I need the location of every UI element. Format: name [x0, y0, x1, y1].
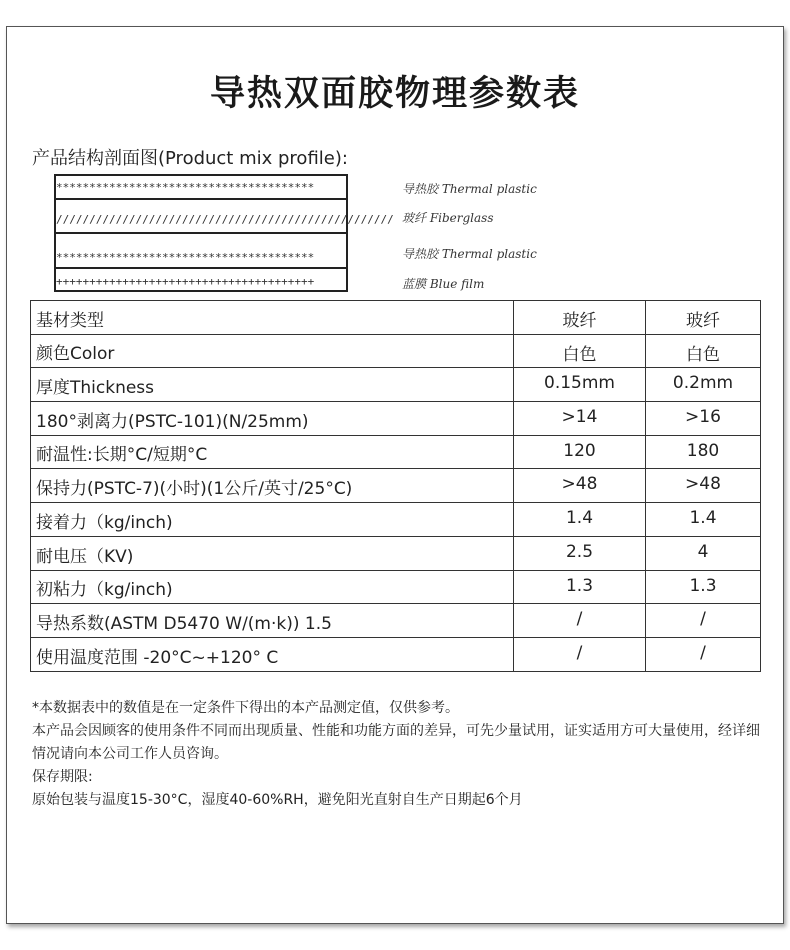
layer-divider	[56, 198, 346, 200]
table-row	[31, 503, 761, 537]
value-cell: /	[514, 637, 646, 671]
table-row	[31, 637, 761, 671]
disclaimer-note: *本数据表中的数值是在一定条件下得出的本产品测定值，仅供参考。	[32, 700, 459, 716]
value-cell: >16	[646, 402, 761, 436]
page-title: 导热双面胶物理参数表	[209, 74, 580, 114]
row-label: 接着力（kg/inch)	[31, 503, 514, 537]
layer-label-fiberglass: 玻纤 Fiberglass	[402, 211, 494, 225]
table-row	[31, 402, 761, 436]
parameter-table	[30, 300, 761, 672]
value-cell: 1.4	[646, 503, 761, 537]
table-row	[31, 469, 761, 503]
value-cell: 1.3	[514, 570, 646, 604]
row-label: 耐温性:长期°C/短期°C	[31, 435, 514, 469]
table-row	[31, 570, 761, 604]
table-row	[31, 536, 761, 570]
row-label: 基材类型	[31, 301, 514, 335]
value-cell: 0.2mm	[646, 368, 761, 402]
layer-thermal-plastic-top: ***************************************	[56, 181, 315, 194]
storage-heading: 保存期限:	[32, 769, 93, 785]
table-row	[31, 604, 761, 638]
table-row	[31, 301, 761, 335]
value-cell: 120	[514, 435, 646, 469]
layer-divider	[56, 267, 346, 269]
layer-label-thermal-plastic-bottom: 导热胶 Thermal plastic	[402, 247, 537, 261]
value-cell: >48	[646, 469, 761, 503]
layer-thermal-plastic-bottom: ***************************************	[56, 251, 315, 264]
row-label: 使用温度范围 -20°C~+120° C	[31, 637, 514, 671]
usage-note: 本产品会因顾客的使用条件不同而出现质量、性能和功能方面的差异，可先少量试用，证实适用方可大量使用，经详细情况请向本公司工作人员咨询。	[32, 723, 760, 762]
layer-label-thermal-plastic-top: 导热胶 Thermal plastic	[402, 182, 537, 196]
value-cell: 4	[646, 536, 761, 570]
value-cell: 白色	[514, 334, 646, 368]
row-label: 初粘力（kg/inch)	[31, 570, 514, 604]
table-row	[31, 334, 761, 368]
row-label: 保持力(PSTC-7)(小时)(1公斤/英寸/25°C)	[31, 469, 514, 503]
layer-divider	[56, 232, 346, 234]
table-row	[31, 435, 761, 469]
value-cell: 玻纤	[514, 301, 646, 335]
row-label: 颜色Color	[31, 334, 514, 368]
value-cell: 1.3	[646, 570, 761, 604]
storage-note: 原始包装与温度15-30°C，湿度40-60%RH，避免阳光直射自生产日期起6个月	[32, 792, 523, 808]
value-cell: 180	[646, 435, 761, 469]
value-cell: >48	[514, 469, 646, 503]
layer-diagram	[54, 174, 394, 292]
notes-section	[32, 697, 762, 812]
profile-label: 产品结构剖面图(Product mix profile):	[32, 148, 348, 169]
layer-blue-film: +++++++++++++++++++++++++++++++++++++++	[56, 275, 315, 288]
row-label: 180°剥离力(PSTC-101)(N/25mm)	[31, 402, 514, 436]
value-cell: /	[646, 604, 761, 638]
value-cell: >14	[514, 402, 646, 436]
table-row	[31, 368, 761, 402]
value-cell: 1.4	[514, 503, 646, 537]
value-cell: 白色	[646, 334, 761, 368]
value-cell: 0.15mm	[514, 368, 646, 402]
value-cell: /	[646, 637, 761, 671]
row-label: 厚度Thickness	[31, 368, 514, 402]
value-cell: /	[514, 604, 646, 638]
layer-label-blue-film: 蓝膜 Blue film	[402, 277, 485, 291]
row-label: 导热系数(ASTM D5470 W/(m·k)) 1.5	[31, 604, 514, 638]
value-cell: 玻纤	[646, 301, 761, 335]
layer-fiberglass: ///////////////////////////////////////////////////	[56, 213, 394, 226]
row-label: 耐电压（KV)	[31, 536, 514, 570]
value-cell: 2.5	[514, 536, 646, 570]
